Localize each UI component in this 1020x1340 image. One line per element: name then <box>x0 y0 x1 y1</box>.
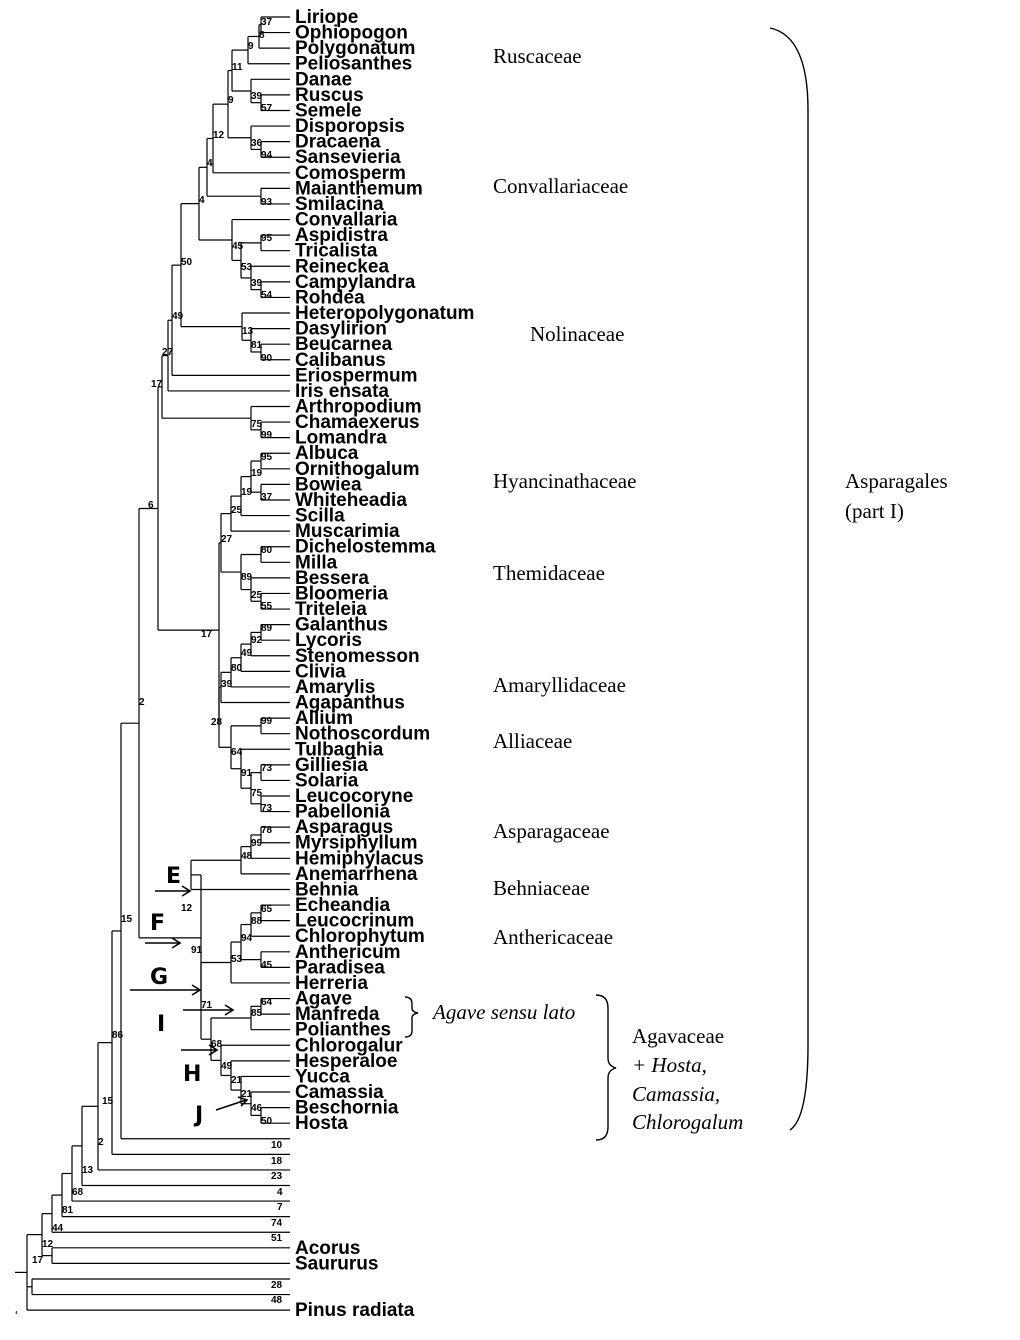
support-value: 18 <box>271 1156 283 1167</box>
support-value: 95 <box>261 233 273 244</box>
clade-marker: I <box>157 1012 166 1037</box>
taxon-label: Chlorogalur <box>295 1035 403 1057</box>
support-value: 49 <box>221 1061 233 1072</box>
taxon-label: Maianthemum <box>295 178 423 200</box>
taxon-label: Ruscus <box>295 84 364 106</box>
support-value: 4 <box>199 195 205 206</box>
taxon-label: Heteropolygonatum <box>295 303 475 325</box>
support-value: 92 <box>251 635 263 646</box>
taxon-label: Galanthus <box>295 614 388 636</box>
support-value: 36 <box>251 138 263 149</box>
taxon-label: Allium <box>295 708 354 730</box>
taxon-label: Bowiea <box>295 474 362 496</box>
support-value: 46 <box>251 1103 263 1114</box>
support-value: 95 <box>261 452 273 463</box>
family-label: (part I) <box>845 499 904 523</box>
taxon-label: Ornithogalum <box>295 458 420 480</box>
support-value: 49 <box>172 311 184 322</box>
support-value: 74 <box>271 1218 283 1229</box>
taxon-label: Liriope <box>295 7 359 28</box>
support-value: 45 <box>232 241 244 252</box>
family-label: Alliaceae <box>493 729 573 753</box>
support-value: 39 <box>221 679 233 690</box>
taxon-label: Agapanthus <box>295 692 405 714</box>
support-value: 15 <box>121 914 133 925</box>
corner-mark: ‘ <box>15 1310 18 1321</box>
taxon-label: Lycoris <box>295 630 362 652</box>
taxon-label: Polygonatum <box>295 38 416 60</box>
support-value: 88 <box>251 916 263 927</box>
taxon-label: Gilliesia <box>295 754 368 776</box>
support-value: 9 <box>228 95 234 106</box>
support-value: 49 <box>241 648 253 659</box>
taxon-label: Herreria <box>295 972 368 994</box>
support-value: 75 <box>251 419 263 430</box>
family-label: Asparagaceae <box>493 819 610 843</box>
support-value: 53 <box>231 954 243 965</box>
clade-markers <box>150 864 203 1128</box>
support-value: 7 <box>277 1202 283 1213</box>
support-value: 12 <box>42 1239 54 1250</box>
taxon-label: Behnia <box>295 879 359 901</box>
support-values <box>32 17 283 1306</box>
taxon-label: Whiteheadia <box>295 489 407 511</box>
taxon-label: Bessera <box>295 567 369 589</box>
support-value: 28 <box>211 717 223 728</box>
taxon-label: Comosperm <box>295 162 406 184</box>
support-value: 17 <box>32 1255 44 1266</box>
taxon-label: Myrsiphyllum <box>295 832 418 854</box>
taxon-label: Asparagus <box>295 817 394 839</box>
support-value: 99 <box>261 430 273 441</box>
support-value: 93 <box>261 197 273 208</box>
support-value: 48 <box>241 851 253 862</box>
support-value: 4 <box>207 158 213 169</box>
taxon-label: Leucocrinum <box>295 910 415 932</box>
taxon-label: Solaria <box>295 770 359 792</box>
family-label: Asparagales <box>845 469 948 493</box>
support-value: 94 <box>261 150 273 161</box>
support-value: 37 <box>261 492 273 503</box>
support-value: 91 <box>191 945 203 956</box>
taxon-label: Paradisea <box>295 957 385 979</box>
support-value: 89 <box>261 623 273 634</box>
clade-marker: E <box>166 864 182 889</box>
tip-lines <box>27 17 290 1310</box>
taxon-label: Anthericum <box>295 941 401 963</box>
taxon-label: Beucarnea <box>295 334 393 356</box>
clade-marker: G <box>150 965 169 990</box>
support-value: 80 <box>231 663 243 674</box>
family-label: Nolinaceae <box>530 322 625 346</box>
taxon-label: Albuca <box>295 443 359 465</box>
support-value: 48 <box>271 1295 283 1306</box>
taxon-label: Semele <box>295 100 362 122</box>
taxon-label: Echeandia <box>295 895 391 917</box>
taxon-label: Ophiopogon <box>295 22 408 44</box>
support-value: 65 <box>261 904 273 915</box>
taxon-label: Hesperaloe <box>295 1050 398 1072</box>
taxon-labels <box>295 7 474 1321</box>
taxon-label: Campylandra <box>295 271 416 293</box>
support-value: 85 <box>251 1008 263 1019</box>
support-value: 78 <box>261 825 273 836</box>
taxon-label: Scilla <box>295 505 345 527</box>
taxon-label: Calibanus <box>295 349 386 371</box>
support-value: 12 <box>213 130 225 141</box>
family-label: Agave sensu lato <box>433 1000 576 1024</box>
support-value: 19 <box>241 487 253 498</box>
taxon-label: Agave <box>295 988 353 1010</box>
taxon-label: Aspidistra <box>295 225 388 247</box>
family-label: Themidaceae <box>493 561 605 585</box>
support-value: 12 <box>181 903 193 914</box>
family-label: Camassia, <box>632 1082 721 1106</box>
clade-marker: F <box>150 911 166 936</box>
support-value: 86 <box>112 1030 124 1041</box>
support-value: 13 <box>82 1165 94 1176</box>
support-value: 44 <box>52 1223 64 1234</box>
support-value: 9 <box>248 41 254 52</box>
taxon-label: Stenomesson <box>295 645 420 667</box>
taxon-label: Lomandra <box>295 427 387 449</box>
support-value: 81 <box>62 1205 74 1216</box>
family-label: Amaryllidaceae <box>493 673 626 697</box>
taxon-label: Hosta <box>295 1113 348 1135</box>
support-value: 4 <box>277 1187 283 1198</box>
taxon-label: Anemarrhena <box>295 863 418 885</box>
support-value: 17 <box>201 629 213 640</box>
support-value: 11 <box>232 62 243 73</box>
taxon-label: Danae <box>295 69 353 91</box>
support-value: 53 <box>241 262 253 273</box>
taxon-label: Triteleia <box>295 599 367 621</box>
family-label: Behniaceae <box>493 876 590 900</box>
support-value: 91 <box>241 768 253 779</box>
taxon-label: Hemiphylacus <box>295 848 424 870</box>
support-value: 54 <box>261 290 273 301</box>
taxon-label: Chamaexerus <box>295 412 420 434</box>
support-value: 19 <box>251 468 263 479</box>
support-value: 50 <box>181 257 193 268</box>
taxon-label: Leucocoryne <box>295 786 414 807</box>
support-value: 13 <box>242 326 254 337</box>
taxon-label: Manfreda <box>295 1004 380 1026</box>
family-label: Ruscaceae <box>493 44 582 68</box>
support-value: 64 <box>231 747 243 758</box>
taxon-label: Milla <box>295 552 338 574</box>
support-value: 25 <box>251 590 263 601</box>
support-value: 51 <box>271 1233 283 1244</box>
taxon-label: Saururus <box>295 1253 379 1275</box>
support-value: 73 <box>261 763 273 774</box>
support-value: 27 <box>221 534 233 545</box>
family-labels <box>431 44 948 1134</box>
support-value: 25 <box>231 505 243 516</box>
taxon-label: Yucca <box>295 1066 350 1088</box>
support-value: 37 <box>261 17 273 28</box>
taxon-label: Bloomeria <box>295 583 388 605</box>
support-value: 15 <box>102 1096 114 1107</box>
taxon-label: Rohdea <box>295 287 365 309</box>
family-label: Chlorogalum <box>632 1110 744 1134</box>
taxon-label: Pinus radiata <box>295 1300 415 1322</box>
support-value: 57 <box>261 103 273 114</box>
support-value: 17 <box>151 379 163 390</box>
family-label: + Hosta, <box>632 1053 707 1077</box>
taxon-label: Nothoscordum <box>295 723 431 745</box>
clade-marker: J <box>195 1103 204 1128</box>
taxon-label: Reineckea <box>295 256 390 278</box>
support-value: 8 <box>259 30 265 41</box>
support-value: 21 <box>241 1089 253 1100</box>
support-value: 75 <box>251 788 263 799</box>
taxon-label: Smilacina <box>295 193 384 215</box>
taxon-label: Amarylis <box>295 676 376 698</box>
taxon-label: Beschornia <box>295 1097 399 1119</box>
support-value: 89 <box>241 572 253 583</box>
taxon-label: Tulbaghia <box>295 739 384 761</box>
taxon-label: Dasylirion <box>295 318 387 340</box>
support-value: 68 <box>211 1039 223 1050</box>
support-value: 94 <box>241 933 253 944</box>
support-value: 99 <box>251 838 263 849</box>
support-value: 23 <box>271 1171 283 1182</box>
asparagales-bracket <box>770 28 808 1130</box>
support-value: 2 <box>98 1137 104 1148</box>
support-value: 6 <box>148 500 154 511</box>
taxon-label: Iris ensata <box>295 380 389 402</box>
support-value: 28 <box>271 1280 283 1291</box>
family-label: Agavaceae <box>632 1024 725 1048</box>
taxon-label: Clivia <box>295 661 346 683</box>
internal-branches <box>15 17 261 1310</box>
taxon-label: Sansevieria <box>295 147 401 169</box>
taxon-label: Eriospermum <box>295 365 418 387</box>
taxon-label: Chlorophytum <box>295 926 425 948</box>
support-value: 50 <box>261 1116 273 1127</box>
taxon-label: Acorus <box>295 1237 361 1259</box>
family-label: Convallariaceae <box>493 174 629 198</box>
support-value: 10 <box>271 1140 283 1151</box>
taxon-label: Tricalista <box>295 240 378 262</box>
support-value: 55 <box>261 601 273 612</box>
support-value: 80 <box>261 545 273 556</box>
support-value: 39 <box>251 278 263 289</box>
taxon-label: Pabellonia <box>295 801 391 823</box>
support-value: 39 <box>251 91 263 102</box>
support-value: 73 <box>261 803 273 814</box>
agavaceae-brace <box>596 995 616 1140</box>
clade-marker: H <box>183 1062 202 1087</box>
family-label: Hyancinathaceae <box>493 469 637 493</box>
taxon-label: Camassia <box>295 1082 384 1104</box>
taxon-label: Convallaria <box>295 209 398 231</box>
support-value: 27 <box>162 347 174 358</box>
taxon-label: Disporopsis <box>295 116 405 138</box>
support-value: 99 <box>261 716 273 727</box>
taxon-label: Peliosanthes <box>295 53 413 75</box>
taxon-label: Dichelostemma <box>295 536 436 558</box>
support-value: 64 <box>261 997 273 1008</box>
support-value: 68 <box>72 1187 84 1198</box>
taxon-label: Dracaena <box>295 131 381 153</box>
family-label: Anthericaceae <box>493 925 614 949</box>
agave-sensu-lato-brace <box>405 997 418 1037</box>
support-value: 81 <box>251 340 263 351</box>
support-value: 90 <box>261 353 273 364</box>
support-value: 2 <box>139 697 145 708</box>
support-value: 45 <box>261 960 273 971</box>
taxon-label: Polianthes <box>295 1019 392 1041</box>
support-value: 21 <box>231 1075 243 1086</box>
taxon-label: Muscarimia <box>295 521 400 543</box>
taxon-label: Arthropodium <box>295 396 422 418</box>
support-value: 71 <box>201 1000 213 1011</box>
